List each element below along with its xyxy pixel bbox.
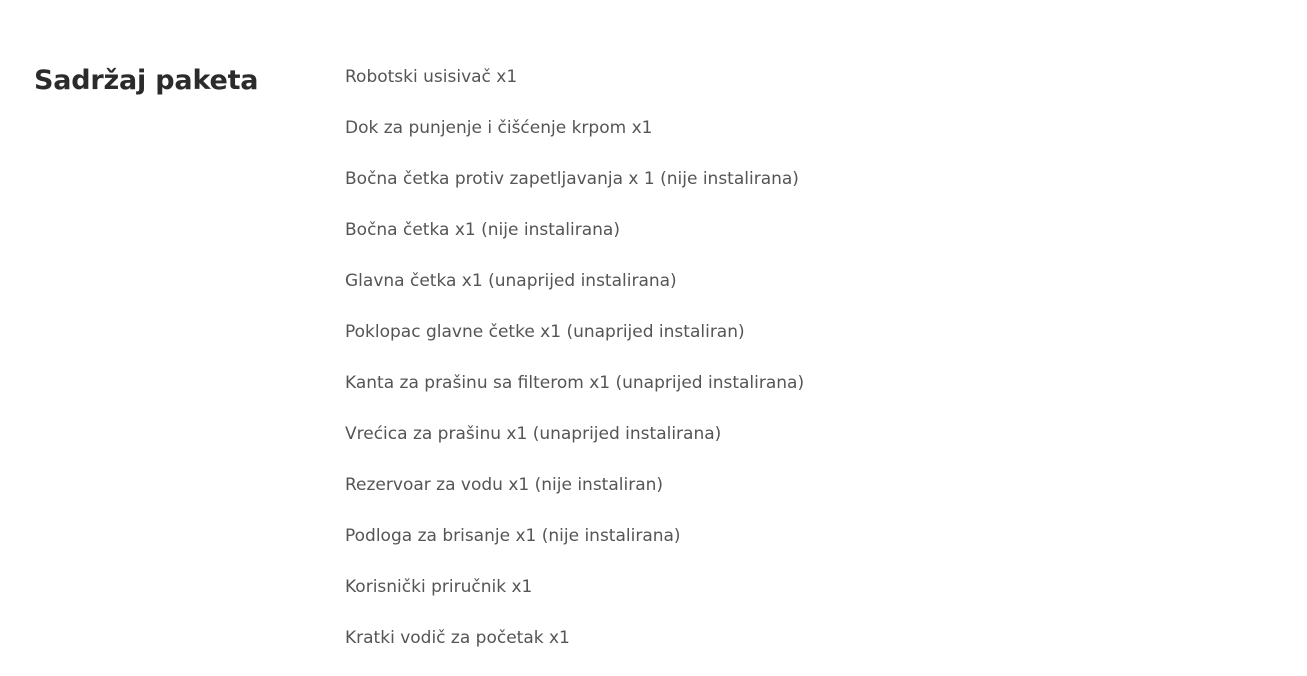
list-item: Poklopac glavne četke x1 (unaprijed instaliran) [345, 322, 745, 342]
list-item: Kanta za prašinu sa filterom x1 (unaprijed instalirana) [345, 373, 805, 393]
list-item: Podloga za brisanje x1 (nije instalirana) [345, 526, 681, 546]
list-item: Rezervoar za vodu x1 (nije instaliran) [345, 475, 664, 495]
section-title: Sadržaj paketa [34, 65, 259, 96]
list-item: Bočna četka protiv zapetljavanja x 1 (nije instalirana) [345, 169, 799, 189]
list-item: Vrećica za prašinu x1 (unaprijed instalirana) [345, 424, 722, 444]
list-item: Robotski usisivač x1 [345, 67, 518, 87]
list-item: Bočna četka x1 (nije instalirana) [345, 220, 620, 240]
list-item: Korisnički priručnik x1 [345, 577, 533, 597]
list-item: Glavna četka x1 (unaprijed instalirana) [345, 271, 677, 291]
list-item: Kratki vodič za početak x1 [345, 628, 570, 648]
list-item: Dok za punjenje i čišćenje krpom x1 [345, 118, 653, 138]
package-contents-list [345, 64, 804, 676]
